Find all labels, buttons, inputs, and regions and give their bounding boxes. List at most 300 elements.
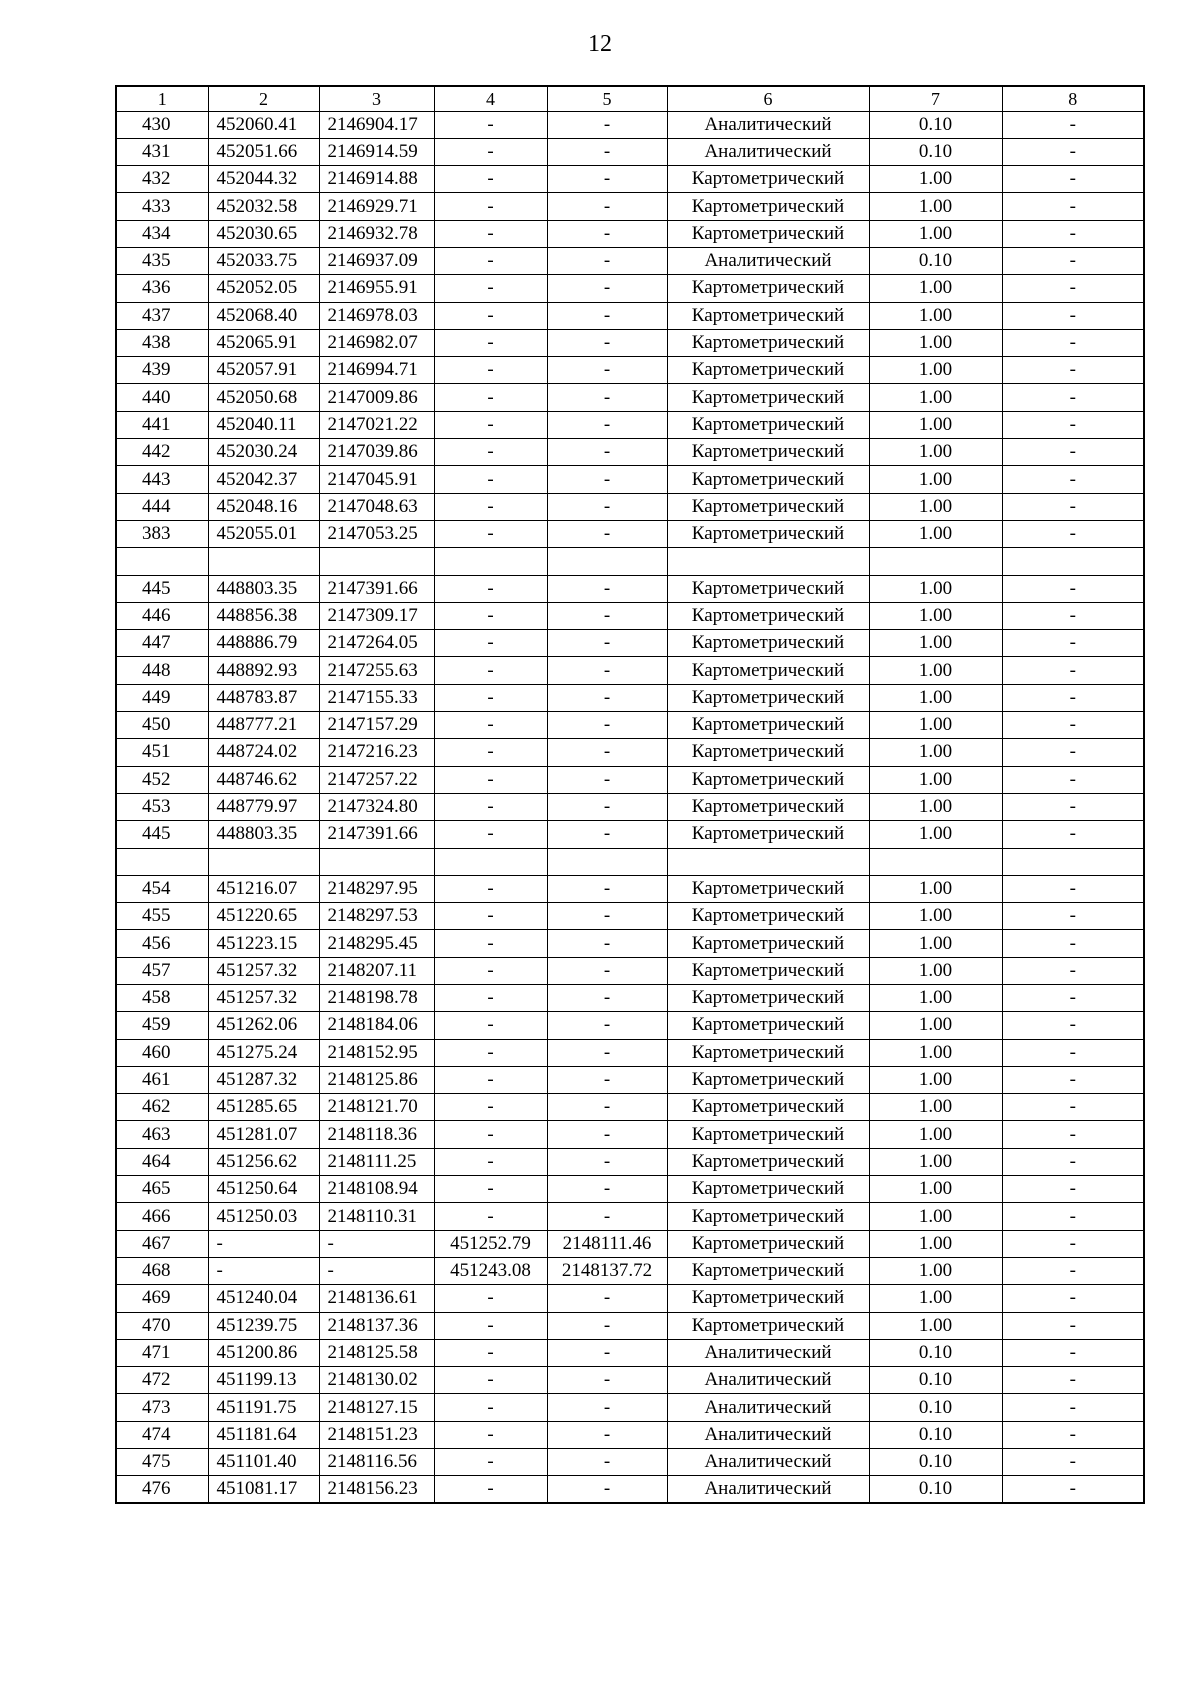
accuracy-cell: 1.00 xyxy=(869,302,1002,329)
y-new-coordinate-cell: - xyxy=(547,1449,667,1476)
y-new-coordinate-cell: - xyxy=(547,329,667,356)
accuracy-cell: 0.10 xyxy=(869,1449,1002,1476)
y-coordinate-cell: 2146929.71 xyxy=(319,193,434,220)
y-new-coordinate-cell: - xyxy=(547,138,667,165)
x-coordinate-cell xyxy=(208,848,319,875)
y-new-coordinate-cell: - xyxy=(547,903,667,930)
method-cell: Картометрический xyxy=(667,957,869,984)
table-row xyxy=(116,1367,1144,1394)
table-row xyxy=(116,712,1144,739)
x-new-coordinate-cell: 451252.79 xyxy=(434,1230,547,1257)
method-cell: Картометрический xyxy=(667,1230,869,1257)
x-new-coordinate-cell: - xyxy=(434,302,547,329)
method-cell: Картометрический xyxy=(667,166,869,193)
x-coordinate-cell: 451285.65 xyxy=(208,1094,319,1121)
x-coordinate-cell: 452057.91 xyxy=(208,357,319,384)
x-coordinate-cell: 452051.66 xyxy=(208,138,319,165)
x-coordinate-cell: 451081.17 xyxy=(208,1476,319,1503)
y-coordinate-cell: 2148136.61 xyxy=(319,1285,434,1312)
point-number-cell: 440 xyxy=(116,384,208,411)
y-coordinate-cell: 2148295.45 xyxy=(319,930,434,957)
y-coordinate-cell: 2148151.23 xyxy=(319,1421,434,1448)
note-cell: - xyxy=(1002,903,1144,930)
point-number-cell: 459 xyxy=(116,1012,208,1039)
note-cell: - xyxy=(1002,602,1144,629)
method-cell xyxy=(667,548,869,575)
column-header: 5 xyxy=(547,86,667,111)
method-cell: Картометрический xyxy=(667,193,869,220)
y-coordinate-cell: 2148297.53 xyxy=(319,903,434,930)
table-row xyxy=(116,657,1144,684)
accuracy-cell: 1.00 xyxy=(869,166,1002,193)
x-coordinate-cell: 451223.15 xyxy=(208,930,319,957)
method-cell: Картометрический xyxy=(667,439,869,466)
method-cell: Картометрический xyxy=(667,1148,869,1175)
method-cell: Картометрический xyxy=(667,1094,869,1121)
x-new-coordinate-cell: - xyxy=(434,1012,547,1039)
x-coordinate-cell: 448783.87 xyxy=(208,684,319,711)
x-new-coordinate-cell: 451243.08 xyxy=(434,1257,547,1284)
method-cell: Аналитический xyxy=(667,1394,869,1421)
table-row xyxy=(116,1394,1144,1421)
x-coordinate-cell: 452068.40 xyxy=(208,302,319,329)
note-cell: - xyxy=(1002,493,1144,520)
column-header: 2 xyxy=(208,86,319,111)
accuracy-cell: 1.00 xyxy=(869,985,1002,1012)
x-coordinate-cell: 451281.07 xyxy=(208,1121,319,1148)
note-cell: - xyxy=(1002,220,1144,247)
y-new-coordinate-cell: - xyxy=(547,575,667,602)
method-cell: Картометрический xyxy=(667,739,869,766)
accuracy-cell: 1.00 xyxy=(869,1066,1002,1093)
method-cell: Картометрический xyxy=(667,466,869,493)
accuracy-cell: 1.00 xyxy=(869,357,1002,384)
x-coordinate-cell: 448777.21 xyxy=(208,712,319,739)
method-cell: Картометрический xyxy=(667,357,869,384)
table-row xyxy=(116,138,1144,165)
table-body xyxy=(116,86,1144,1503)
x-new-coordinate-cell: - xyxy=(434,520,547,547)
accuracy-cell xyxy=(869,848,1002,875)
note-cell: - xyxy=(1002,766,1144,793)
point-number-cell: 431 xyxy=(116,138,208,165)
note-cell: - xyxy=(1002,166,1144,193)
y-new-coordinate-cell: - xyxy=(547,712,667,739)
accuracy-cell: 1.00 xyxy=(869,930,1002,957)
table-row xyxy=(116,575,1144,602)
point-number-cell: 470 xyxy=(116,1312,208,1339)
x-new-coordinate-cell: - xyxy=(434,1176,547,1203)
y-new-coordinate-cell: - xyxy=(547,684,667,711)
x-coordinate-cell: 452050.68 xyxy=(208,384,319,411)
y-new-coordinate-cell: - xyxy=(547,302,667,329)
x-new-coordinate-cell: - xyxy=(434,1121,547,1148)
column-header: 8 xyxy=(1002,86,1144,111)
x-new-coordinate-cell: - xyxy=(434,630,547,657)
table-row xyxy=(116,739,1144,766)
accuracy-cell: 1.00 xyxy=(869,439,1002,466)
method-cell: Картометрический xyxy=(667,602,869,629)
method-cell: Картометрический xyxy=(667,930,869,957)
y-coordinate-cell: 2148156.23 xyxy=(319,1476,434,1503)
method-cell: Картометрический xyxy=(667,684,869,711)
accuracy-cell: 1.00 xyxy=(869,1094,1002,1121)
note-cell: - xyxy=(1002,466,1144,493)
point-number-cell: 462 xyxy=(116,1094,208,1121)
x-coordinate-cell: 452030.65 xyxy=(208,220,319,247)
y-coordinate-cell: - xyxy=(319,1257,434,1284)
column-header: 7 xyxy=(869,86,1002,111)
y-coordinate-cell: 2148152.95 xyxy=(319,1039,434,1066)
table-row xyxy=(116,875,1144,902)
accuracy-cell: 0.10 xyxy=(869,1476,1002,1503)
y-new-coordinate-cell: - xyxy=(547,985,667,1012)
y-new-coordinate-cell: - xyxy=(547,1039,667,1066)
y-new-coordinate-cell: - xyxy=(547,821,667,848)
accuracy-cell: 1.00 xyxy=(869,220,1002,247)
y-new-coordinate-cell: - xyxy=(547,520,667,547)
method-cell: Картометрический xyxy=(667,329,869,356)
accuracy-cell: 1.00 xyxy=(869,466,1002,493)
x-coordinate-cell: 451250.03 xyxy=(208,1203,319,1230)
method-cell: Картометрический xyxy=(667,1285,869,1312)
table-row xyxy=(116,1094,1144,1121)
y-new-coordinate-cell: - xyxy=(547,1421,667,1448)
y-coordinate-cell: 2147039.86 xyxy=(319,439,434,466)
x-new-coordinate-cell: - xyxy=(434,1285,547,1312)
point-number-cell: 446 xyxy=(116,602,208,629)
table-row xyxy=(116,1230,1144,1257)
method-cell: Аналитический xyxy=(667,1367,869,1394)
accuracy-cell: 1.00 xyxy=(869,766,1002,793)
method-cell xyxy=(667,848,869,875)
x-coordinate-cell: 452040.11 xyxy=(208,411,319,438)
note-cell: - xyxy=(1002,302,1144,329)
accuracy-cell: 1.00 xyxy=(869,821,1002,848)
table-row xyxy=(116,793,1144,820)
y-coordinate-cell: 2148198.78 xyxy=(319,985,434,1012)
table-row xyxy=(116,1339,1144,1366)
y-new-coordinate-cell: - xyxy=(547,439,667,466)
column-header: 3 xyxy=(319,86,434,111)
note-cell: - xyxy=(1002,875,1144,902)
method-cell: Картометрический xyxy=(667,821,869,848)
point-number-cell: 451 xyxy=(116,739,208,766)
x-new-coordinate-cell: - xyxy=(434,1394,547,1421)
table-row xyxy=(116,548,1144,575)
table-row xyxy=(116,630,1144,657)
y-coordinate-cell: 2148297.95 xyxy=(319,875,434,902)
x-new-coordinate-cell: - xyxy=(434,1066,547,1093)
method-cell: Картометрический xyxy=(667,384,869,411)
x-coordinate-cell: 448886.79 xyxy=(208,630,319,657)
note-cell: - xyxy=(1002,1176,1144,1203)
x-new-coordinate-cell xyxy=(434,548,547,575)
x-new-coordinate-cell: - xyxy=(434,575,547,602)
accuracy-cell: 1.00 xyxy=(869,602,1002,629)
x-coordinate-cell: 451101.40 xyxy=(208,1449,319,1476)
y-new-coordinate-cell: - xyxy=(547,1312,667,1339)
x-new-coordinate-cell: - xyxy=(434,275,547,302)
method-cell: Картометрический xyxy=(667,875,869,902)
y-coordinate-cell: 2148184.06 xyxy=(319,1012,434,1039)
method-cell: Картометрический xyxy=(667,793,869,820)
point-number-cell: 442 xyxy=(116,439,208,466)
note-cell: - xyxy=(1002,138,1144,165)
note-cell: - xyxy=(1002,275,1144,302)
y-new-coordinate-cell: - xyxy=(547,275,667,302)
y-new-coordinate-cell: - xyxy=(547,193,667,220)
method-cell: Аналитический xyxy=(667,1339,869,1366)
y-coordinate-cell: 2148125.58 xyxy=(319,1339,434,1366)
accuracy-cell: 1.00 xyxy=(869,329,1002,356)
point-number-cell: 432 xyxy=(116,166,208,193)
y-coordinate-cell: 2147053.25 xyxy=(319,520,434,547)
note-cell: - xyxy=(1002,957,1144,984)
y-new-coordinate-cell: - xyxy=(547,630,667,657)
table-row xyxy=(116,602,1144,629)
y-new-coordinate-cell: - xyxy=(547,1066,667,1093)
column-header: 6 xyxy=(667,86,869,111)
column-header: 1 xyxy=(116,86,208,111)
note-cell: - xyxy=(1002,1394,1144,1421)
note-cell: - xyxy=(1002,357,1144,384)
y-coordinate-cell: - xyxy=(319,1230,434,1257)
y-coordinate-cell: 2147045.91 xyxy=(319,466,434,493)
x-new-coordinate-cell: - xyxy=(434,985,547,1012)
table-row xyxy=(116,193,1144,220)
note-cell: - xyxy=(1002,1039,1144,1066)
note-cell: - xyxy=(1002,793,1144,820)
note-cell: - xyxy=(1002,439,1144,466)
table-row xyxy=(116,903,1144,930)
point-number-cell: 469 xyxy=(116,1285,208,1312)
note-cell: - xyxy=(1002,1339,1144,1366)
point-number-cell: 468 xyxy=(116,1257,208,1284)
accuracy-cell: 0.10 xyxy=(869,111,1002,138)
x-coordinate-cell: 451200.86 xyxy=(208,1339,319,1366)
y-coordinate-cell: 2148137.36 xyxy=(319,1312,434,1339)
accuracy-cell: 0.10 xyxy=(869,1394,1002,1421)
point-number-cell: 445 xyxy=(116,575,208,602)
x-new-coordinate-cell: - xyxy=(434,1367,547,1394)
note-cell: - xyxy=(1002,1203,1144,1230)
x-coordinate-cell: 451199.13 xyxy=(208,1367,319,1394)
accuracy-cell: 0.10 xyxy=(869,1367,1002,1394)
table-row xyxy=(116,384,1144,411)
x-new-coordinate-cell: - xyxy=(434,684,547,711)
table-row xyxy=(116,466,1144,493)
y-new-coordinate-cell: - xyxy=(547,1148,667,1175)
x-coordinate-cell: 452055.01 xyxy=(208,520,319,547)
table-row xyxy=(116,439,1144,466)
method-cell: Картометрический xyxy=(667,1012,869,1039)
note-cell: - xyxy=(1002,111,1144,138)
table-row xyxy=(116,1449,1144,1476)
x-new-coordinate-cell: - xyxy=(434,657,547,684)
x-coordinate-cell: 452060.41 xyxy=(208,111,319,138)
x-new-coordinate-cell: - xyxy=(434,1421,547,1448)
x-coordinate-cell: 448803.35 xyxy=(208,575,319,602)
point-number-cell: 463 xyxy=(116,1121,208,1148)
y-new-coordinate-cell: - xyxy=(547,1339,667,1366)
y-new-coordinate-cell: - xyxy=(547,1394,667,1421)
x-new-coordinate-cell: - xyxy=(434,329,547,356)
note-cell: - xyxy=(1002,1257,1144,1284)
y-coordinate-cell: 2146904.17 xyxy=(319,111,434,138)
y-coordinate-cell: 2146982.07 xyxy=(319,329,434,356)
table-row xyxy=(116,1421,1144,1448)
y-new-coordinate-cell: - xyxy=(547,875,667,902)
x-coordinate-cell: 452032.58 xyxy=(208,193,319,220)
x-coordinate-cell: 452044.32 xyxy=(208,166,319,193)
x-coordinate-cell: 452042.37 xyxy=(208,466,319,493)
accuracy-cell: 1.00 xyxy=(869,712,1002,739)
x-coordinate-cell: 452048.16 xyxy=(208,493,319,520)
x-coordinate-cell: 451220.65 xyxy=(208,903,319,930)
table-row xyxy=(116,411,1144,438)
point-number-cell: 447 xyxy=(116,630,208,657)
table-row xyxy=(116,957,1144,984)
y-new-coordinate-cell: - xyxy=(547,493,667,520)
y-new-coordinate-cell: - xyxy=(547,357,667,384)
note-cell: - xyxy=(1002,1148,1144,1175)
accuracy-cell: 1.00 xyxy=(869,657,1002,684)
y-coordinate-cell xyxy=(319,848,434,875)
y-coordinate-cell: 2147009.86 xyxy=(319,384,434,411)
point-number-cell: 476 xyxy=(116,1476,208,1503)
method-cell: Картометрический xyxy=(667,302,869,329)
note-cell: - xyxy=(1002,657,1144,684)
y-coordinate-cell: 2148118.36 xyxy=(319,1121,434,1148)
point-number-cell: 475 xyxy=(116,1449,208,1476)
y-new-coordinate-cell: - xyxy=(547,1203,667,1230)
y-new-coordinate-cell: - xyxy=(547,602,667,629)
x-new-coordinate-cell: - xyxy=(434,247,547,274)
y-coordinate-cell: 2147264.05 xyxy=(319,630,434,657)
point-number-cell: 458 xyxy=(116,985,208,1012)
y-coordinate-cell: 2147309.17 xyxy=(319,602,434,629)
table-row xyxy=(116,1039,1144,1066)
accuracy-cell: 1.00 xyxy=(869,1285,1002,1312)
y-coordinate-cell: 2146932.78 xyxy=(319,220,434,247)
point-number-cell: 439 xyxy=(116,357,208,384)
y-new-coordinate-cell xyxy=(547,848,667,875)
x-new-coordinate-cell: - xyxy=(434,1312,547,1339)
x-new-coordinate-cell: - xyxy=(434,903,547,930)
table-header-row xyxy=(116,86,1144,111)
y-coordinate-cell: 2148127.15 xyxy=(319,1394,434,1421)
accuracy-cell: 1.00 xyxy=(869,1039,1002,1066)
method-cell: Картометрический xyxy=(667,1121,869,1148)
x-coordinate-cell: 451262.06 xyxy=(208,1012,319,1039)
method-cell: Картометрический xyxy=(667,903,869,930)
note-cell: - xyxy=(1002,1421,1144,1448)
point-number-cell: 441 xyxy=(116,411,208,438)
y-coordinate-cell: 2146914.88 xyxy=(319,166,434,193)
table-row xyxy=(116,1203,1144,1230)
method-cell: Картометрический xyxy=(667,985,869,1012)
x-new-coordinate-cell: - xyxy=(434,1339,547,1366)
x-coordinate-cell: 448803.35 xyxy=(208,821,319,848)
x-new-coordinate-cell: - xyxy=(434,411,547,438)
accuracy-cell: 1.00 xyxy=(869,1257,1002,1284)
x-new-coordinate-cell: - xyxy=(434,1203,547,1230)
method-cell: Картометрический xyxy=(667,411,869,438)
table-row xyxy=(116,275,1144,302)
x-coordinate-cell: 451191.75 xyxy=(208,1394,319,1421)
y-new-coordinate-cell: 2148111.46 xyxy=(547,1230,667,1257)
point-number-cell: 383 xyxy=(116,520,208,547)
table-row xyxy=(116,766,1144,793)
y-coordinate-cell: 2147255.63 xyxy=(319,657,434,684)
table-row xyxy=(116,111,1144,138)
x-coordinate-cell: 452052.05 xyxy=(208,275,319,302)
method-cell: Аналитический xyxy=(667,1421,869,1448)
table-row xyxy=(116,302,1144,329)
point-number-cell: 445 xyxy=(116,821,208,848)
method-cell: Картометрический xyxy=(667,630,869,657)
y-new-coordinate-cell: - xyxy=(547,1176,667,1203)
y-coordinate-cell: 2146937.09 xyxy=(319,247,434,274)
page-number: 12 xyxy=(588,31,612,57)
table-row xyxy=(116,930,1144,957)
x-new-coordinate-cell: - xyxy=(434,466,547,493)
y-new-coordinate-cell: - xyxy=(547,657,667,684)
y-new-coordinate-cell: - xyxy=(547,166,667,193)
table-row xyxy=(116,1285,1144,1312)
y-new-coordinate-cell: - xyxy=(547,466,667,493)
point-number-cell: 430 xyxy=(116,111,208,138)
point-number-cell xyxy=(116,548,208,575)
table-row xyxy=(116,329,1144,356)
x-coordinate-cell: 448724.02 xyxy=(208,739,319,766)
accuracy-cell: 1.00 xyxy=(869,793,1002,820)
accuracy-cell: 1.00 xyxy=(869,493,1002,520)
point-number-cell: 435 xyxy=(116,247,208,274)
note-cell: - xyxy=(1002,1230,1144,1257)
y-new-coordinate-cell: - xyxy=(547,1121,667,1148)
x-new-coordinate-cell: - xyxy=(434,220,547,247)
y-new-coordinate-cell: - xyxy=(547,793,667,820)
x-coordinate-cell: 451257.32 xyxy=(208,957,319,984)
point-number-cell: 449 xyxy=(116,684,208,711)
y-new-coordinate-cell: - xyxy=(547,739,667,766)
point-number-cell: 460 xyxy=(116,1039,208,1066)
method-cell: Картометрический xyxy=(667,1203,869,1230)
y-new-coordinate-cell: - xyxy=(547,957,667,984)
note-cell: - xyxy=(1002,1012,1144,1039)
note-cell: - xyxy=(1002,1285,1144,1312)
column-header: 4 xyxy=(434,86,547,111)
accuracy-cell xyxy=(869,548,1002,575)
x-new-coordinate-cell: - xyxy=(434,1148,547,1175)
x-coordinate-cell: 448892.93 xyxy=(208,657,319,684)
x-new-coordinate-cell: - xyxy=(434,193,547,220)
x-new-coordinate-cell: - xyxy=(434,1476,547,1503)
accuracy-cell: 1.00 xyxy=(869,520,1002,547)
table-row xyxy=(116,166,1144,193)
method-cell: Картометрический xyxy=(667,1039,869,1066)
note-cell: - xyxy=(1002,684,1144,711)
y-coordinate-cell: 2147324.80 xyxy=(319,793,434,820)
point-number-cell: 436 xyxy=(116,275,208,302)
point-number-cell: 454 xyxy=(116,875,208,902)
y-new-coordinate-cell: - xyxy=(547,111,667,138)
x-coordinate-cell: 451256.62 xyxy=(208,1148,319,1175)
method-cell: Картометрический xyxy=(667,520,869,547)
point-number-cell: 472 xyxy=(116,1367,208,1394)
